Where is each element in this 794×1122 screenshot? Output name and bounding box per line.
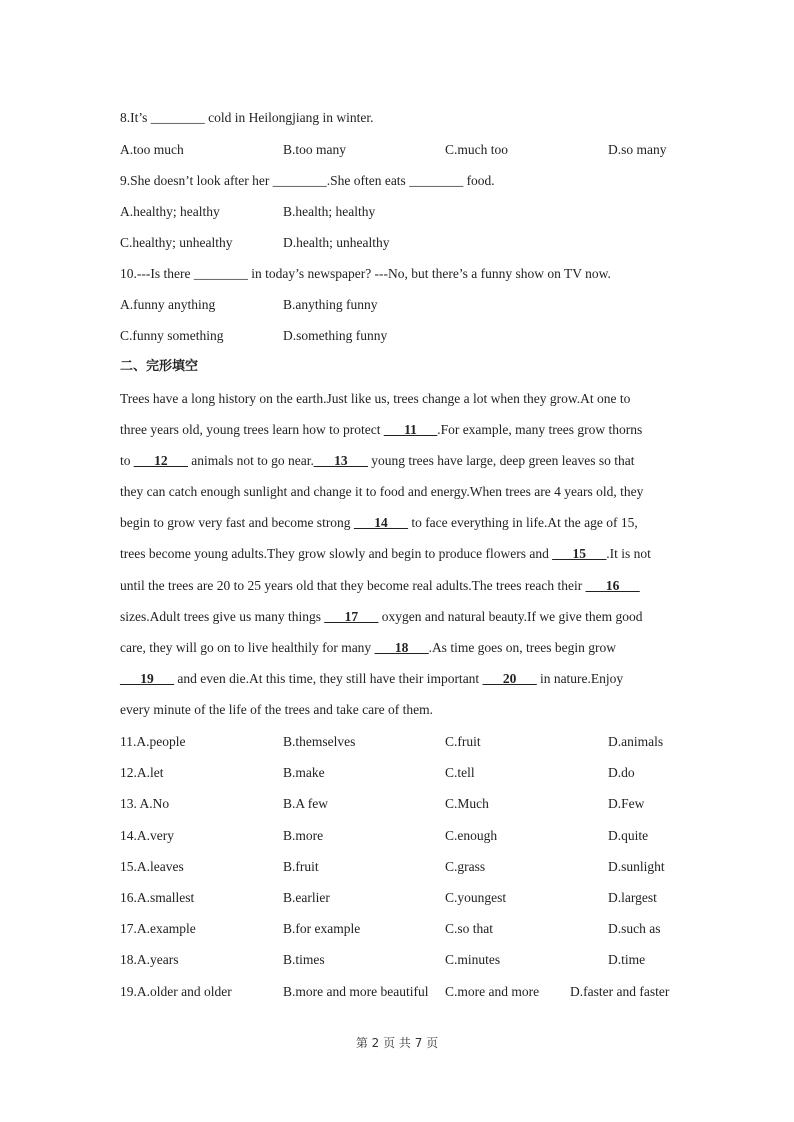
option-12-c: C.tell bbox=[445, 765, 475, 780]
option-17-c: C.so that bbox=[445, 921, 494, 936]
option-19-a: 19.A.older and older bbox=[120, 984, 232, 999]
option-16-c: C.youngest bbox=[445, 890, 507, 905]
option-11-c: C.fruit bbox=[445, 734, 481, 749]
passage-text: to face everything in life.At the age of 15, bbox=[407, 515, 638, 530]
option-13-a: 13. A.No bbox=[120, 796, 170, 811]
passage-line: every minute of the life of the trees and take care of them. bbox=[120, 702, 433, 717]
passage-text: and even die.At this time, they still have their important bbox=[174, 671, 483, 686]
passage-text: young trees have large, deep green leaves so that bbox=[367, 453, 635, 468]
passage-line bbox=[120, 669, 623, 689]
blank-12: ___12___ bbox=[133, 453, 188, 468]
option-14-c: C.enough bbox=[445, 828, 498, 843]
option-18-c: C.minutes bbox=[445, 952, 501, 967]
option-17-b: B.for example bbox=[283, 921, 361, 936]
option-12-b: B.make bbox=[283, 765, 325, 780]
passage-text: begin to grow very fast and become strong bbox=[120, 515, 354, 530]
option-17-a: 17.A.example bbox=[120, 921, 196, 936]
passage-line bbox=[120, 544, 651, 564]
option-12-d: D.do bbox=[608, 765, 635, 780]
option-14-b: B.more bbox=[283, 828, 324, 843]
blank-16: ___16___ bbox=[585, 578, 640, 593]
passage-text: oxygen and natural beauty.If we give them good bbox=[378, 609, 643, 624]
page-footer: 第 2 页 共 7 页 bbox=[355, 1036, 439, 1050]
option-15-c: C.grass bbox=[445, 859, 486, 874]
option-12-a: 12.A.let bbox=[120, 765, 164, 780]
q10-stem: 10.---Is there ________ in today’s newspaper? ---No, but there’s a funny show on TV now. bbox=[120, 266, 611, 281]
blank-11: ___11___ bbox=[383, 422, 438, 437]
q9-option-b: B.health; healthy bbox=[283, 204, 376, 219]
option-18-d: D.time bbox=[608, 952, 646, 967]
option-13-d: D.Few bbox=[608, 796, 645, 811]
q9-stem: 9.She doesn’t look after her ________.She often eats ________ food. bbox=[120, 173, 495, 188]
blank-14: ___14___ bbox=[353, 515, 408, 530]
q9-option-d: D.health; unhealthy bbox=[283, 235, 390, 250]
passage-text: .It is not bbox=[606, 546, 651, 561]
option-17-d: D.such as bbox=[608, 921, 661, 936]
q8-stem: 8.It’s ________ cold in Heilongjiang in winter. bbox=[120, 110, 374, 125]
option-16-d: D.largest bbox=[608, 890, 657, 905]
option-11-d: D.animals bbox=[608, 734, 664, 749]
option-19-d: D.faster and faster bbox=[570, 984, 670, 999]
passage-text: .As time goes on, trees begin grow bbox=[428, 640, 617, 655]
q10-option-a: A.funny anything bbox=[120, 297, 216, 312]
passage-line bbox=[120, 451, 635, 471]
option-11-b: B.themselves bbox=[283, 734, 356, 749]
option-15-a: 15.A.leaves bbox=[120, 859, 184, 874]
option-15-d: D.sunlight bbox=[608, 859, 665, 874]
q10-option-c: C.funny something bbox=[120, 328, 224, 343]
blank-20: ___20___ bbox=[482, 671, 537, 686]
passage-text: three years old, young trees learn how to protect bbox=[120, 422, 384, 437]
passage-text: to bbox=[120, 453, 134, 468]
section-title: 二、完形填空 bbox=[120, 359, 199, 374]
passage-text: .For example, many trees grow thorns bbox=[437, 422, 643, 437]
blank-19: ___19___ bbox=[120, 671, 174, 686]
option-14-d: D.quite bbox=[608, 828, 649, 843]
passage-line: they can catch enough sunlight and change it to food and energy.When trees are 4 years old, they bbox=[120, 484, 644, 499]
q9-option-c: C.healthy; unhealthy bbox=[120, 235, 233, 250]
option-13-b: B.A few bbox=[283, 796, 328, 811]
passage-line bbox=[120, 420, 642, 440]
option-16-b: B.earlier bbox=[283, 890, 330, 905]
passage-text: sizes.Adult trees give us many things bbox=[120, 609, 325, 624]
q10-option-b: B.anything funny bbox=[283, 297, 378, 312]
passage-text: in nature.Enjoy bbox=[536, 671, 624, 686]
blank-18: ___18___ bbox=[374, 640, 429, 655]
option-19-b: B.more and more beautiful bbox=[283, 984, 429, 999]
option-13-c: C.Much bbox=[445, 796, 489, 811]
passage-text: until the trees are 20 to 25 years old that they become real adults.The trees reach their bbox=[120, 578, 586, 593]
passage-line bbox=[120, 607, 643, 627]
option-16-a: 16.A.smallest bbox=[120, 890, 195, 905]
option-15-b: B.fruit bbox=[283, 859, 319, 874]
option-19-c: C.more and more bbox=[445, 984, 540, 999]
passage-line: Trees have a long history on the earth.Just like us, trees change a lot when they grow.At one to bbox=[120, 391, 631, 406]
q8-option-d: D.so many bbox=[608, 142, 667, 157]
q8-option-a: A.too much bbox=[120, 142, 184, 157]
passage-text: animals not to go near. bbox=[187, 453, 314, 468]
option-18-a: 18.A.years bbox=[120, 952, 179, 967]
q9-option-a: A.healthy; healthy bbox=[120, 204, 220, 219]
q8-option-c: C.much too bbox=[445, 142, 508, 157]
passage-line bbox=[120, 513, 638, 533]
option-18-b: B.times bbox=[283, 952, 325, 967]
passage-text: care, they will go on to live healthily for many bbox=[120, 640, 375, 655]
blank-15: ___15___ bbox=[552, 546, 607, 561]
passage-line bbox=[120, 638, 616, 658]
option-11-a: 11.A.people bbox=[120, 734, 186, 749]
option-14-a: 14.A.very bbox=[120, 828, 174, 843]
q8-option-b: B.too many bbox=[283, 142, 346, 157]
blank-13: ___13___ bbox=[313, 453, 368, 468]
blank-17: ___17___ bbox=[324, 609, 379, 624]
passage-line bbox=[120, 576, 640, 596]
passage-text: trees become young adults.They grow slowly and begin to produce flowers and bbox=[120, 546, 553, 561]
q10-option-d: D.something funny bbox=[283, 328, 388, 343]
